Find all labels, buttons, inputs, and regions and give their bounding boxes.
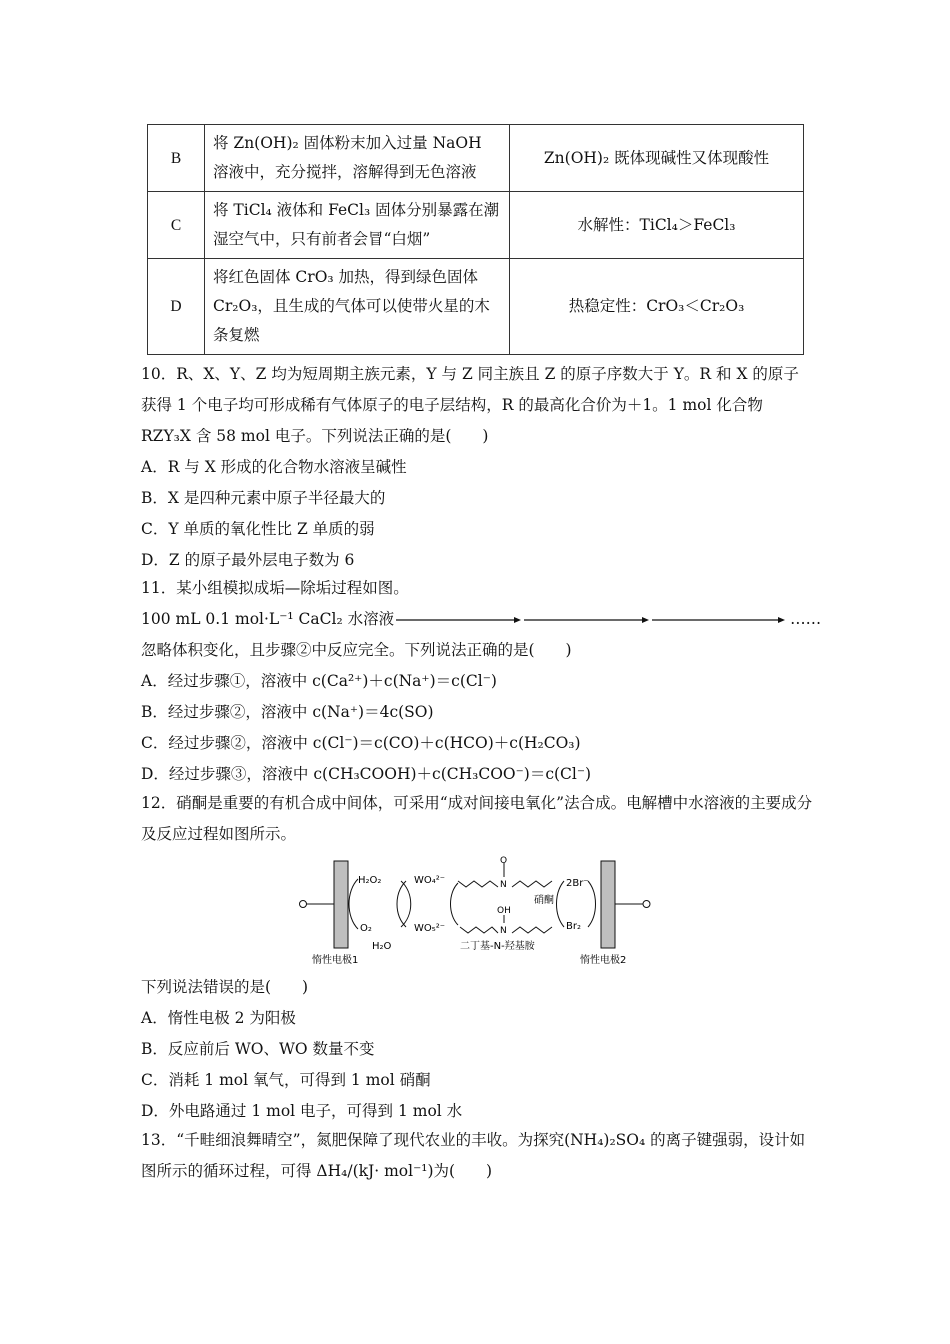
electrode-1 <box>334 861 348 948</box>
terminal-left <box>300 901 307 908</box>
flow-arrows <box>394 615 790 625</box>
question-stem: 13．“千畦细浪舞晴空”，氮肥保障了现代农业的丰收。为探究(NH₄)₂SO₄ 的离子键强弱，设计如图所示的循环过程，可得 ΔH₄/(kJ· mol⁻¹)为( ) <box>141 1131 806 1180</box>
option: D．经过步骤③，溶液中 c(CH₃COOH)＋c(CH₃COO⁻)＝c(Cl⁻) <box>141 765 592 783</box>
electrolysis-svg <box>298 851 652 969</box>
cycle-arrow-1 <box>349 879 358 929</box>
cycle-arrow-2 <box>401 881 411 927</box>
bromide-label: 2Br⁻ <box>566 878 589 889</box>
cycle-arrow-4 <box>451 883 459 925</box>
table-row <box>148 125 804 192</box>
option: D．外电路通过 1 mol 电子，可得到 1 mol 水 <box>141 1102 463 1120</box>
option: A．R 与 X 形成的化合物水溶液呈碱性 <box>141 458 407 476</box>
electrolysis-diagram <box>298 851 652 969</box>
amine-oh-label: OH <box>497 906 511 916</box>
row-label: D <box>148 259 205 355</box>
electrode-1-label: 惰性电极1 <box>312 955 359 966</box>
question-stem: 11．某小组模拟成垢—除垢过程如图。 <box>141 579 409 597</box>
question-prompt: 下列说法错误的是( ) <box>141 978 309 996</box>
wo5-label: WO₅²⁻ <box>414 923 446 934</box>
nitrone-oxygen-label: O <box>500 856 508 866</box>
row-conclusion: 热稳定性：CrO₃＜Cr₂O₃ <box>510 259 804 355</box>
electrode-2 <box>601 861 615 948</box>
option: C．Y 单质的氧化性比 Z 单质的弱 <box>141 520 375 538</box>
nitrone-chain-right <box>512 881 552 887</box>
row-operation: 将 Zn(OH)₂ 固体粉末加入过量 NaOH 溶液中，充分搅拌，溶解得到无色溶液 <box>205 125 510 192</box>
option: A．经过步骤①，溶液中 c(Ca²⁺)＋c(Na⁺)＝c(Cl⁻) <box>141 672 497 690</box>
experiment-table <box>147 124 804 355</box>
o2-label: O₂ <box>360 923 372 934</box>
h2o2-label: H₂O₂ <box>358 875 382 886</box>
nitrone-nitrogen-label: N <box>500 880 507 890</box>
terminal-right <box>643 901 650 908</box>
question-stem: 12．硝酮是重要的有机合成中间体，可采用“成对间接电氧化”法合成。电解槽中水溶液的主要成分及反应过程如图所示。 <box>141 794 813 843</box>
wo4-label: WO₄²⁻ <box>414 875 446 886</box>
nitrone-label: 硝酮 <box>534 895 554 906</box>
amine-chain-right <box>512 927 552 933</box>
option: C．经过步骤②，溶液中 c(Cl⁻)＝c(CO)＋c(HCO)＋c(H₂CO₃) <box>141 734 581 752</box>
question-10 <box>141 359 813 576</box>
row-label: B <box>148 125 205 192</box>
question-11 <box>141 573 822 790</box>
option: B．反应前后 WO、WO 数量不变 <box>141 1040 375 1058</box>
cycle-arrow-5 <box>588 881 596 927</box>
table-row <box>148 192 804 259</box>
row-conclusion: Zn(OH)₂ 既体现碱性又体现酸性 <box>510 125 804 192</box>
h2o-label: H₂O <box>372 941 392 952</box>
row-operation: 将 TiCl₄ 液体和 FeCl₃ 固体分别暴露在潮湿空气中，只有前者会冒“白烟” <box>205 192 510 259</box>
question-12 <box>141 788 813 850</box>
option: B．X 是四种元素中原子半径最大的 <box>141 489 386 507</box>
bromine-label: Br₂ <box>566 921 581 932</box>
option: C．消耗 1 mol 氧气，可得到 1 mol 硝酮 <box>141 1071 431 1089</box>
question-note: 忽略体积变化，且步骤②中反应完全。下列说法正确的是( ) <box>141 641 572 659</box>
nitrone-chain-left <box>458 881 498 887</box>
cycle-arrow-3 <box>397 881 406 927</box>
row-operation: 将红色固体 CrO₃ 加热，得到绿色固体 Cr₂O₃，且生成的气体可以使带火星的木条复燃 <box>205 259 510 355</box>
process-flow <box>141 604 822 635</box>
row-label: C <box>148 192 205 259</box>
question-13 <box>141 1125 813 1187</box>
row-conclusion: 水解性：TiCl₄＞FeCl₃ <box>510 192 804 259</box>
table-row <box>148 259 804 355</box>
option: A．惰性电极 2 为阳极 <box>141 1009 296 1027</box>
flow-start: 100 mL 0.1 mol·L⁻¹ CaCl₂ 水溶液 <box>141 610 395 628</box>
amine-chain-left <box>460 927 498 933</box>
hydroxylamine-label: 二丁基-N-羟基胺 <box>460 941 535 952</box>
question-12-options <box>141 972 813 1127</box>
question-stem: 10．R、X、Y、Z 均为短周期主族元素，Y 与 Z 同主族且 Z 的原子序数大于 Y。R 和 X 的原子获得 1 个电子均可形成稀有气体原子的电子层结构，R 的最高化合价为＋1。1 mol 化合物 RZY₃X 含 58 mol 电子。下列说法正确的是( ) <box>141 365 799 445</box>
flow-end: …… <box>790 610 822 628</box>
electrode-2-label: 惰性电极2 <box>580 955 627 966</box>
amine-nitrogen-label: N <box>500 926 507 936</box>
cycle-arrow-6 <box>557 881 565 927</box>
option: B．经过步骤②，溶液中 c(Na⁺)＝4c(SO) <box>141 703 434 721</box>
option: D．Z 的原子最外层电子数为 6 <box>141 551 355 569</box>
